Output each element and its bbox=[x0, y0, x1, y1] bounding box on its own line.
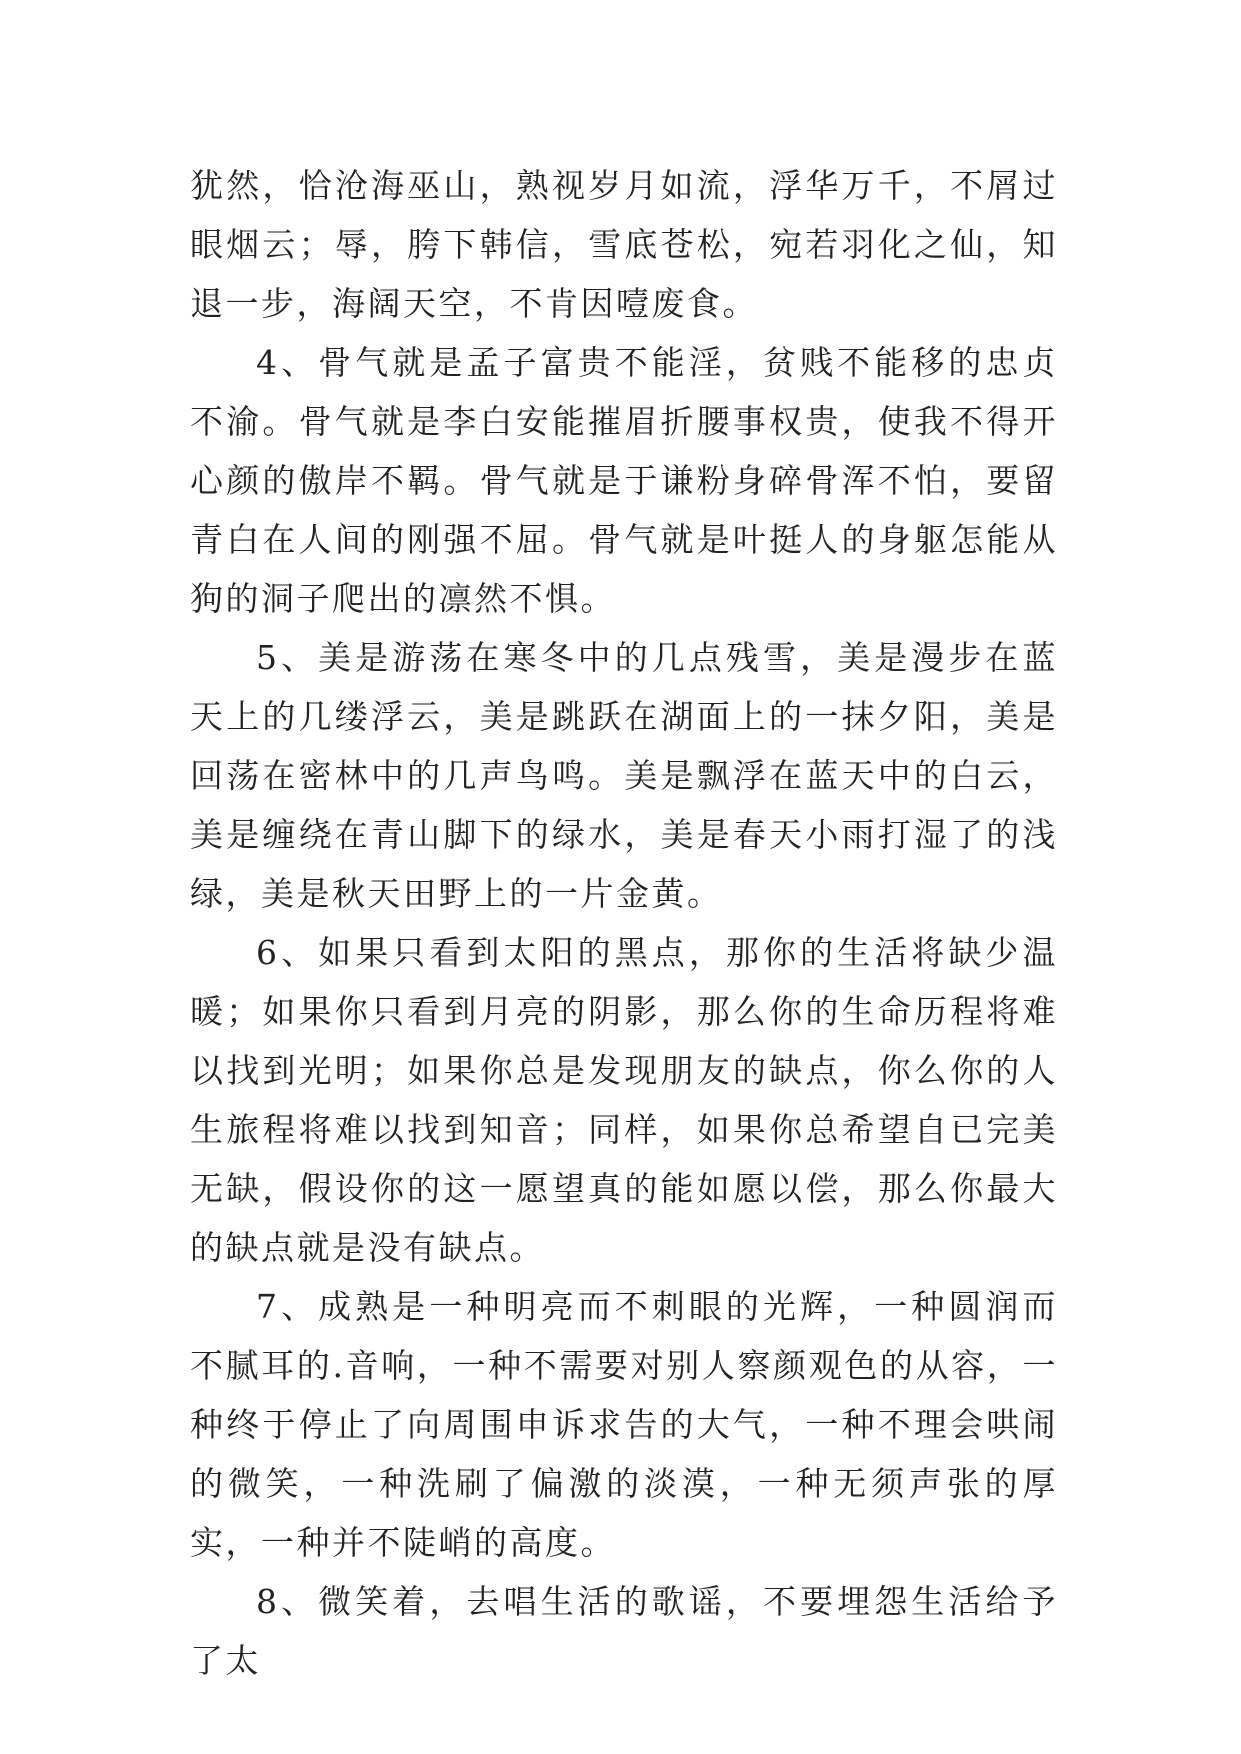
paragraph-4: 4、骨气就是孟子富贵不能淫，贫贱不能移的忠贞不渝。骨气就是李白安能摧眉折腰事权贵，使我不得开心颜的傲岸不羁。骨气就是于谦粉身碎骨浑不怕，要留青白在人间的刚强不屈。骨气就是叶挺人的身躯怎能从狗的洞子爬出的凛然不惧。 bbox=[190, 343, 1058, 618]
paragraph-7: 7、成熟是一种明亮而不刺眼的光辉，一种圆润而不腻耳的.音响，一种不需要对别人察颜观色的从容，一种终于停止了向周围申诉求告的大气，一种不理会哄闹的微笑，一种洗刷了偏激的淡漠，一种无须声张的厚实，一种并不陡峭的高度。 bbox=[190, 1287, 1058, 1562]
body-text bbox=[190, 156, 1058, 1690]
paragraph-continuation: 犹然，恰沧海巫山，熟视岁月如流，浮华万千，不屑过眼烟云；辱，胯下韩信，雪底苍松，宛若羽化之仙，知退一步，海阔天空，不肯因噎废食。 bbox=[190, 166, 1058, 323]
paragraph-8: 8、微笑着，去唱生活的歌谣，不要埋怨生活给予了太 bbox=[190, 1582, 1058, 1680]
paragraph-5: 5、美是游荡在寒冬中的几点残雪，美是漫步在蓝天上的几缕浮云，美是跳跃在湖面上的一抹夕阳，美是回荡在密林中的几声鸟鸣。美是飘浮在蓝天中的白云，美是缠绕在青山脚下的绿水，美是春天小雨打湿了的浅绿，美是秋天田野上的一片金黄。 bbox=[190, 638, 1058, 913]
paragraph-6: 6、如果只看到太阳的黑点，那你的生活将缺少温暖；如果你只看到月亮的阴影，那么你的生命历程将难以找到光明；如果你总是发现朋友的缺点，你么你的人生旅程将难以找到知音；同样，如果你总希望自已完美无缺，假设你的这一愿望真的能如愿以偿，那么你最大的缺点就是没有缺点。 bbox=[190, 933, 1058, 1267]
